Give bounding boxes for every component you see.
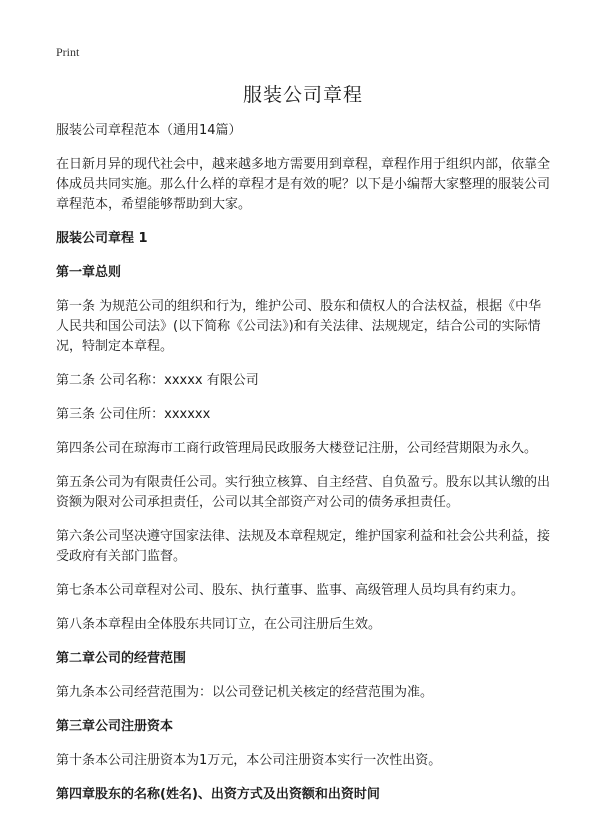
subtitle: 服装公司章程范本（通用14篇） [56,123,242,138]
print-label[interactable]: Print [56,45,80,59]
document-page [56,0,550,828]
article-8: 第八条本章程由全体股东共同订立，在公司注册后生效。 [56,617,382,632]
chapter-3-heading: 第三章公司注册资本 [56,719,174,734]
article-6: 第六条公司坚决遵守国家法律、法规及本章程规定，维护国家利益和社会公共利益，接受政府有关部门监督。 [56,529,551,564]
article-7: 第七条本公司章程对公司、股东、执行董事、监事、高级管理人员均具有约束力。 [56,583,525,598]
chapter-4-heading: 第四章股东的名称(姓名)、出资方式及出资额和出资时间 [56,787,380,802]
section-title: 服装公司章程 1 [56,231,148,246]
chapter-2-heading: 第二章公司的经营范围 [56,651,187,666]
article-9: 第九条本公司经营范围为：以公司登记机关核定的经营范围为准。 [56,685,434,700]
article-5: 第五条公司为有限责任公司。实行独立核算、自主经营、自负盈亏。股东以其认缴的出资额为限对公司承担责任，公司以其全部资产对公司的债务承担责任。 [56,475,551,510]
article-3: 第三条 公司住所：xxxxxx [56,407,211,422]
chapter-1-heading: 第一章总则 [56,265,122,280]
intro-paragraph: 在日新月异的现代社会中，越来越多地方需要用到章程，章程作用于组织内部，依靠全体成员共同实施。那么什么样的章程才是有效的呢？以下是小编帮大家整理的服装公司章程范本，希望能够帮助到大家。 [56,157,551,212]
article-10: 第十条本公司注册资本为1万元，本公司注册资本实行一次性出资。 [56,753,442,768]
article-1: 第一条 为规范公司的组织和行为，维护公司、股东和债权人的合法权益，根据《中华人民共和国公司法》(以下简称《公司法》)和有关法律、法规规定，结合公司的实际情况，特制定本章程。 [56,299,542,354]
article-2: 第二条 公司名称：xxxxx 有限公司 [56,373,259,388]
document-body [56,121,550,819]
article-4: 第四条公司在琼海市工商行政管理局民政服务大楼登记注册，公司经营期限为永久。 [56,441,538,456]
document-title: 服装公司章程 [242,84,363,106]
